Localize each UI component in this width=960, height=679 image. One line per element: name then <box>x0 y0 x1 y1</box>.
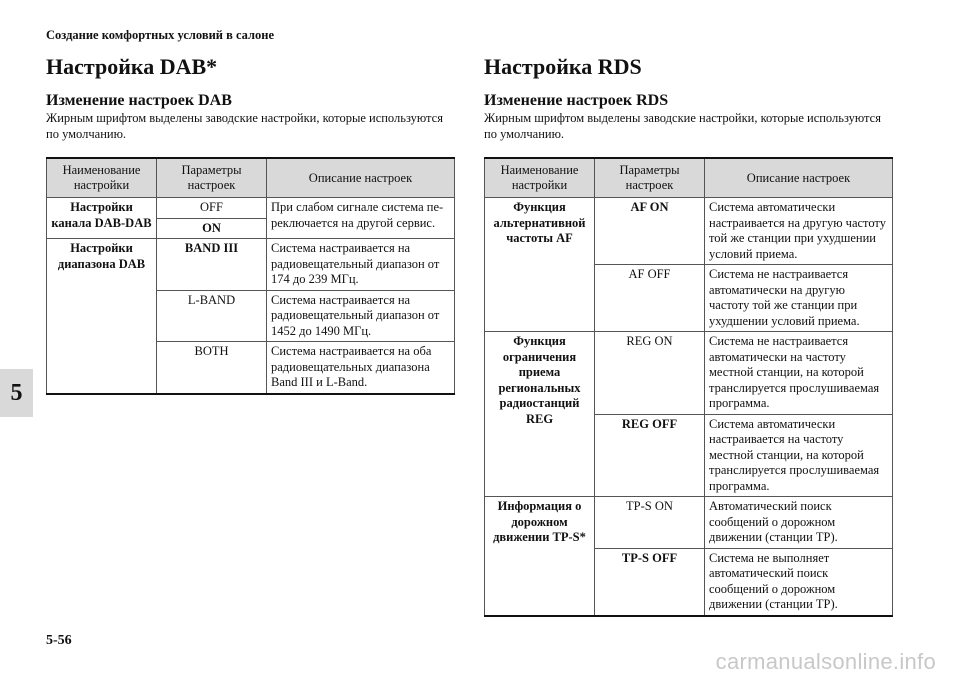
setting-description: Система настраивается на оба радиовещательных диапазона Band III и L-Band. <box>267 342 455 394</box>
setting-option-default: REG OFF <box>595 414 705 497</box>
setting-option-default: ON <box>157 218 267 239</box>
rds-intro: Жирным шрифтом выделены заводские настройки, которые используются по умолчанию. <box>484 111 881 141</box>
header-desc: Описание настроек <box>267 158 455 198</box>
header-name: Наименование настройки <box>47 158 157 198</box>
setting-description: Система не выполняет автоматический поиск сообщений о дорожном движении (станции TP). <box>705 548 893 616</box>
watermark[interactable]: carmanualsonline.info <box>715 649 936 674</box>
dab-subtitle: Изменение настроек DAB <box>46 92 232 109</box>
setting-option: BOTH <box>157 342 267 394</box>
rds-section <box>484 52 892 617</box>
table-row <box>47 198 455 219</box>
section-tab: 5 <box>0 369 33 417</box>
setting-option-default: BAND III <box>157 239 267 291</box>
setting-name: Настройки канала DAB-DAB <box>47 198 157 239</box>
setting-name: Настройки диапазона DAB <box>47 239 157 394</box>
dab-title: Настройка DAB* <box>46 54 218 79</box>
setting-option: TP-S ON <box>595 497 705 549</box>
setting-option-default: AF ON <box>595 198 705 265</box>
table-row <box>47 239 455 291</box>
rds-title: Настройка RDS <box>484 54 642 79</box>
header-name: Наименование настройки <box>485 158 595 198</box>
table-row <box>485 198 893 265</box>
header-params: Параметры настроек <box>157 158 267 198</box>
setting-name: Функция ограничения приема региональных радиостанций REG <box>485 332 595 497</box>
setting-description: Система автоматически настраивается на частоту местной станции, на которой транслируется прослушиваемая программа. <box>705 414 893 497</box>
setting-description: При слабом сигнале система пе-реключается на другой сервис. <box>267 198 455 239</box>
dab-intro: Жирным шрифтом выделены заводские настройки, которые используются по умолчанию. <box>46 111 443 141</box>
setting-description: Система настраивается на радиовещательный диапазон от 174 до 239 МГц. <box>267 239 455 291</box>
header-params: Параметры настроек <box>595 158 705 198</box>
table-header-row <box>485 158 893 198</box>
setting-option-default: TP-S OFF <box>595 548 705 616</box>
page-number: 5-56 <box>46 633 72 648</box>
setting-description: Автоматический поиск сообщений о дорожном движении (станции TP). <box>705 497 893 549</box>
setting-option: OFF <box>157 198 267 219</box>
dab-settings-table <box>46 157 455 395</box>
setting-name: Функция альтернативной частоты AF <box>485 198 595 332</box>
rds-settings-table <box>484 157 893 617</box>
setting-option: AF OFF <box>595 265 705 332</box>
table-header-row <box>47 158 455 198</box>
setting-option: REG ON <box>595 332 705 415</box>
setting-description: Система не настраивается автоматически на частоту местной станции, на которой транслируется прослушиваемая программа. <box>705 332 893 415</box>
header-desc: Описание настроек <box>705 158 893 198</box>
setting-name: Информация о дорожном движении TP-S* <box>485 497 595 616</box>
running-head: Создание комфортных условий в салоне <box>46 28 275 42</box>
setting-description: Система не настраивается автоматически на другую частоту той же станции при ухудшении условий приема. <box>705 265 893 332</box>
setting-option: L-BAND <box>157 290 267 342</box>
table-row <box>485 332 893 415</box>
rds-subtitle: Изменение настроек RDS <box>484 92 669 109</box>
table-row <box>485 497 893 549</box>
setting-description: Система настраивается на радиовещательный диапазон от 1452 до 1490 МГц. <box>267 290 455 342</box>
setting-description: Система автоматически настраивается на другую частоту той же станции при ухудшении условий приема. <box>705 198 893 265</box>
dab-section <box>46 52 454 395</box>
